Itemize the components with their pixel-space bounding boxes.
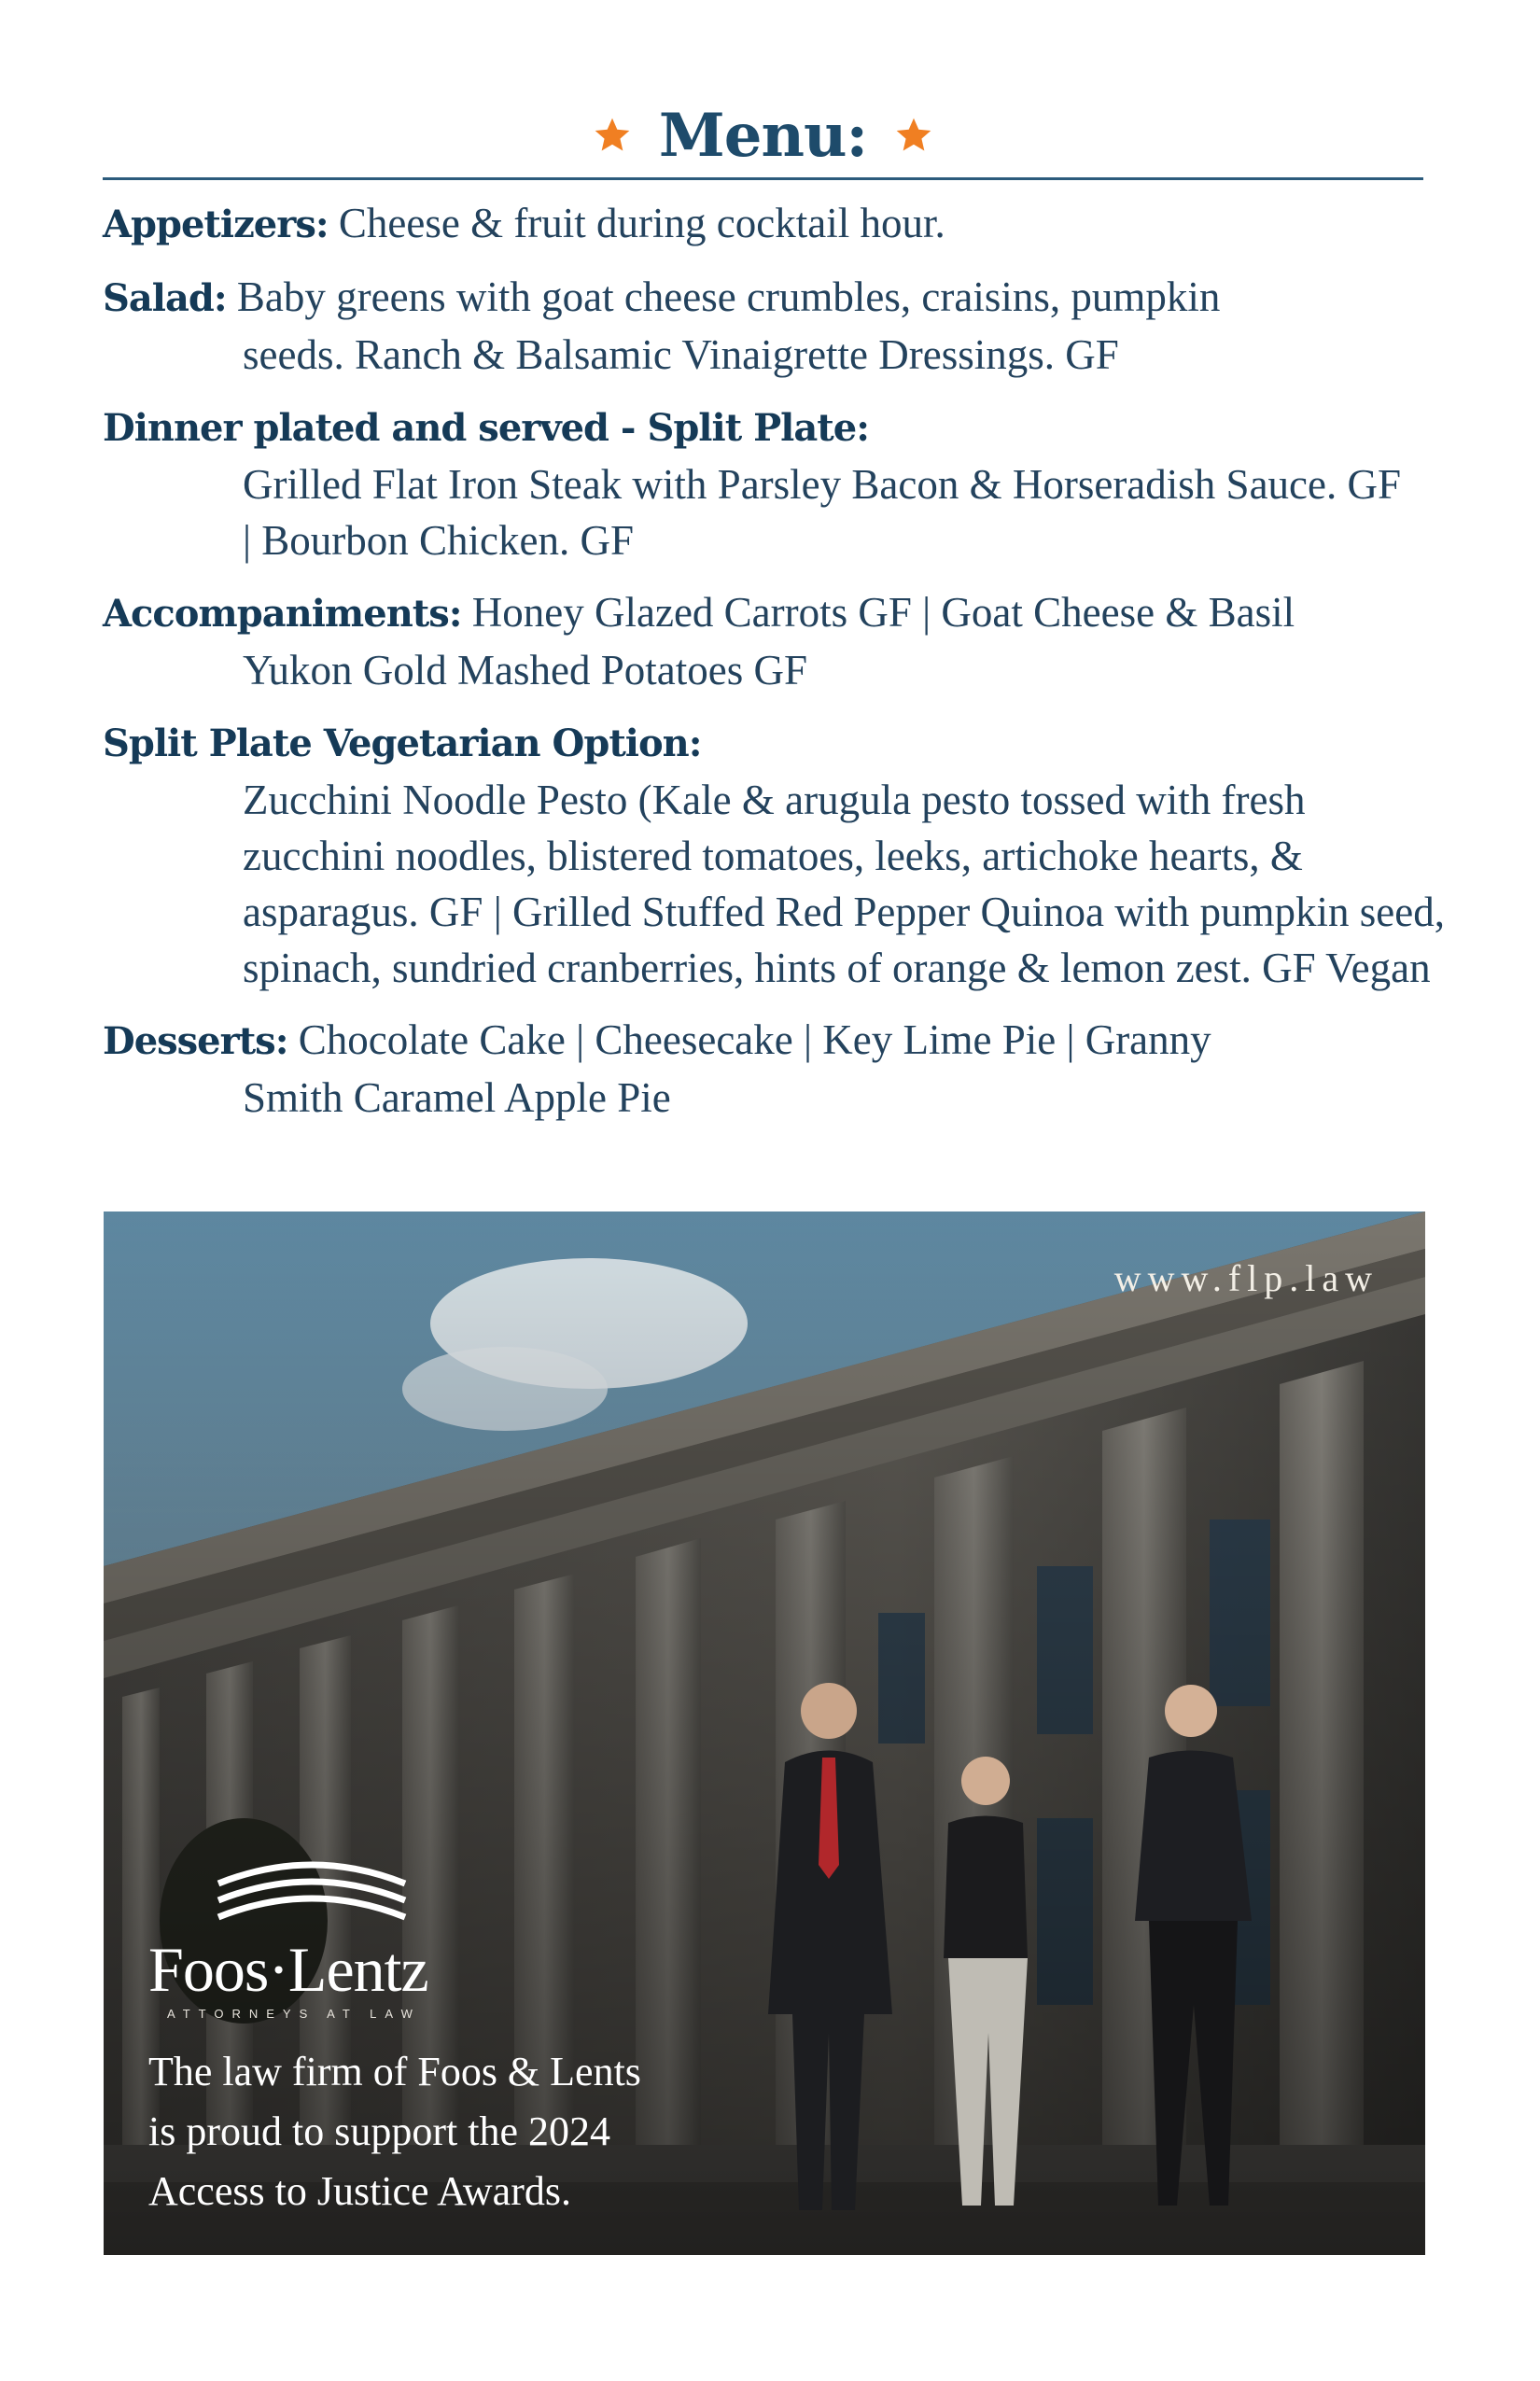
firm-tagline: ATTORNEYS AT LAW (167, 2007, 421, 2021)
menu-item-appetizers (103, 195, 1437, 253)
caption-line: Access to Justice Awards. (148, 2168, 571, 2214)
menu-item-desserts (103, 1012, 1437, 1126)
category-label: Desserts: (103, 1019, 288, 1063)
firm-logo (148, 1856, 503, 2021)
category-label: Salad: (103, 276, 227, 320)
category-label: Split Plate Vegetarian Option: (103, 721, 702, 765)
sponsor-ad-photo (104, 1212, 1425, 2255)
menu-item-salad (103, 269, 1437, 383)
item-description-continued: Grilled Flat Iron Steak with Parsley Bacon & Horseradish Sauce. GF | Bourbon Chicken. GF (243, 461, 1402, 564)
menu-item-accompaniments (103, 584, 1437, 698)
caption-line: is proud to support the 2024 (148, 2108, 610, 2154)
item-description-continued: Smith Caramel Apple Pie (243, 1074, 671, 1121)
firm-name: Foos·Lentz (148, 1934, 428, 2005)
item-description: Honey Glazed Carrots GF | Goat Cheese & Basil (471, 589, 1295, 636)
star-icon (893, 115, 934, 156)
menu-header (103, 93, 1423, 180)
arches-logo-icon (214, 1856, 410, 1930)
item-description-continued: Yukon Gold Mashed Potatoes GF (243, 647, 807, 693)
firm-website-url: www.flp.law (1113, 1257, 1379, 1299)
item-description-continued: seeds. Ranch & Balsamic Vinaigrette Dressings. GF (243, 331, 1119, 378)
category-label: Appetizers: (103, 203, 329, 246)
menu-list (103, 179, 1445, 1126)
item-description: Chocolate Cake | Cheesecake | Key Lime Pie | Granny (298, 1016, 1211, 1063)
category-label: Accompaniments: (103, 592, 462, 636)
item-description: Cheese & fruit during cocktail hour. (338, 200, 945, 246)
item-description: Baby greens with goat cheese crumbles, craisins, pumpkin (236, 273, 1221, 320)
menu-title: Menu: (658, 100, 868, 171)
caption-line: The law firm of Foos & Lents (148, 2049, 641, 2094)
sponsor-caption (148, 2042, 802, 2221)
menu-item-vegetarian (103, 714, 1445, 996)
menu-item-dinner (103, 399, 1437, 568)
star-icon (592, 115, 633, 156)
category-label: Dinner plated and served - Split Plate: (103, 406, 869, 450)
item-description-continued: Zucchini Noodle Pesto (Kale & arugula pesto tossed with fresh zucchini noodles, blistered tomatoes, leeks, artichoke hearts, & asparagus. GF | Grilled Stuffed Red Pepper Quinoa with pumpkin seed, spinach, sundried cranberries, hints of orange & lemon zest. GF Vegan (243, 777, 1445, 991)
